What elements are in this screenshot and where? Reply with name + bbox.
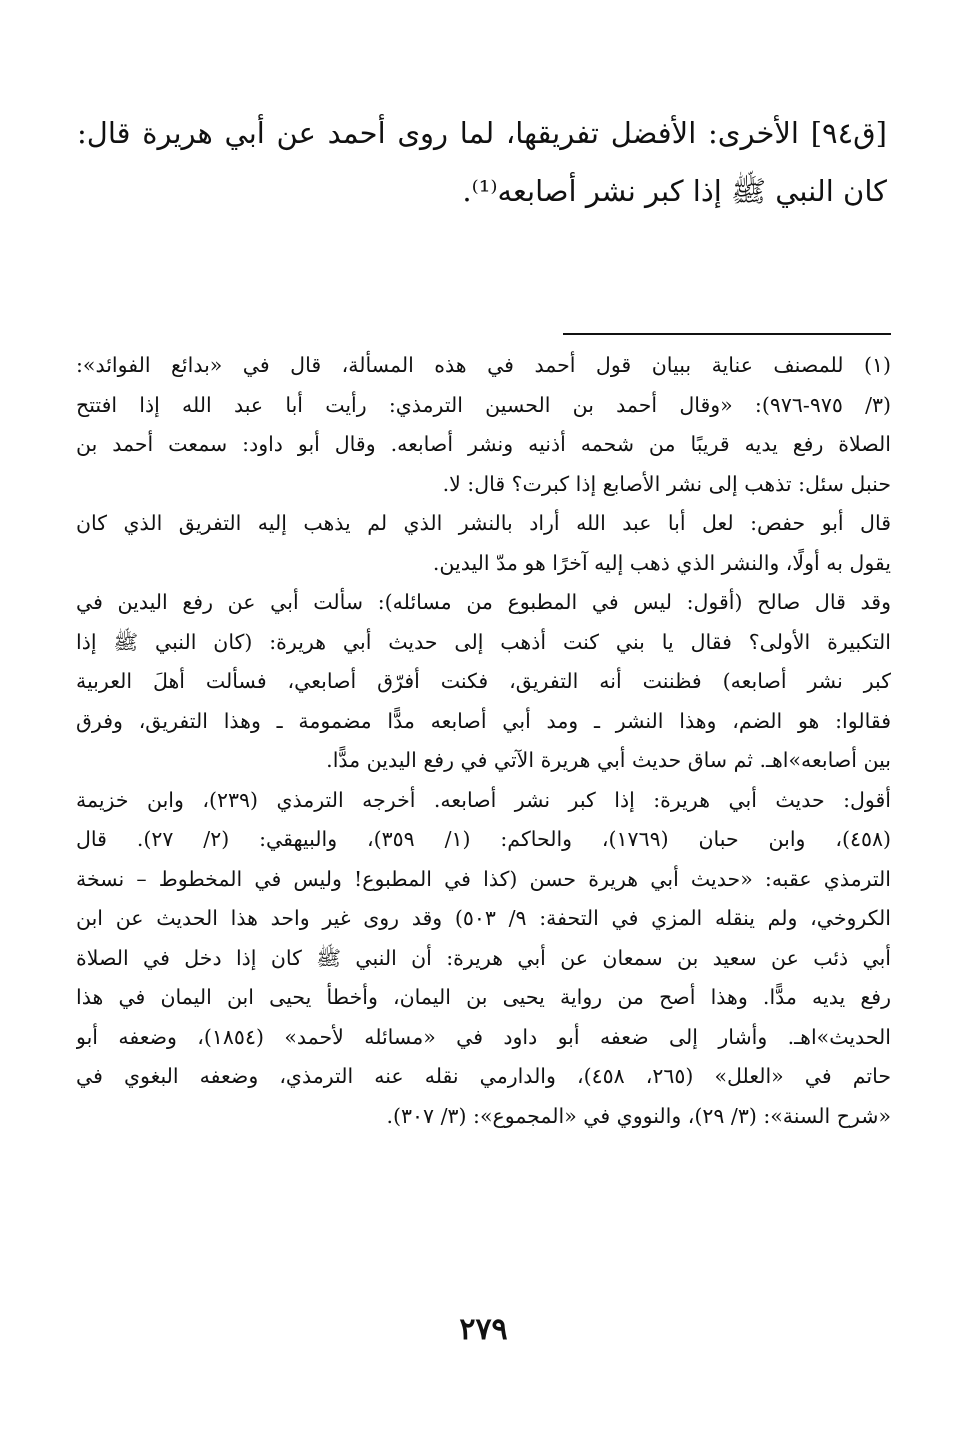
footnote-line: الصلاة رفع يديه قريبًا من شحمه أذنيه ونشر أصابعه. وقال أبو داود: سمعت أحمد بن [76,432,891,456]
footnote-line: فقالوا: هو الضم، وهذا النشر ـ ومد أبي أصابعه مدًّا مضمومة ـ وهذا التفريق، وفرق [76,708,891,733]
footnote-line: «شرح السنة»: (٣/ ٢٩)، والنووي في «المجموع»: (٣/ ٣٠٧). [386,1103,891,1128]
footnote-line: وقد قال صالح (أقول: ليس في المطبوع من مسائله): سألت أبي عن رفع اليدين في [76,590,891,614]
footnote-line: (١) للمصنف عناية ببيان قول أحمد في هذه المسألة، قال في «بدائع الفوائد»: [76,353,891,377]
main-text-line-2: النبي ﷺ إذا كبر نشر أصابعه⁽¹⁾. [462,174,834,208]
footnote-line: (٣/ ٩٧٥-٩٧٦): «وقال أحمد بن الحسين الترمذي: رأيت أبا عبد الله إذا افتتح [76,392,891,417]
footnote-line: الحديث»اهـ. وأشار إلى ضعفه أبو داود في «مسائله لأحمد» (١٨٥٤)، وضعفه أبو [76,1024,891,1049]
footnote-line: الكروخي، ولم ينقله المزي في التحفة: ٩/ ٥٠٣) وقد روى غير واحد هذا الحديث عن ابن [76,906,891,930]
footnote-line: كبر نشر أصابعه) فظننت أنه التفريق، فكنت أفرّق أصابعي، فسألت أهلَ العربية [76,669,891,693]
footnotes [76,346,891,1136]
footnote-line: بين أصابعه»اهـ. ثم ساق حديث أبي هريرة الآتي في رفع اليدين مدًّا. [326,748,891,772]
footnote-line: حنبل سئل: تذهب إلى نشر الأصابع إذا كبرت؟ قال: لا. [442,471,891,496]
footnote-line: يقول به أولًا، والنشر الذي ذهب إليه آخرًا هو مدّ اليدين. [432,550,891,575]
footnote-separator [563,333,891,335]
page-number: ٢٧٩ [459,1312,508,1347]
main-text-line-1: [ق٩٤] الأخرى: الأفضل تفريقها، لما روى أحمد عن أبي هريرة قال: كان [77,116,887,208]
footnote-line: أقول: حديث أبي هريرة: إذا كبر نشر أصابعه. أخرجه الترمذي (٢٣٩)، وابن خزيمة [76,787,891,812]
footnote-line: رفع يديه مدًّا. وهذا أصح من رواية يحيى بن اليمان، وأخطأ يحيى ابن اليمان في هذا [76,985,891,1009]
main-text [77,104,887,220]
footnote-line: الترمذي عقبه: «حديث أبي هريرة حسن (كذا في المطبوع! وليس في المخطوط – نسخة [76,866,891,891]
footnote-line: أبي ذئب عن سعيد بن سمعان عن أبي هريرة: أن النبي ﷺ كان إذا دخل في الصلاة [76,945,891,970]
footnote-line: التكبيرة الأولى؟ فقال يا بني كنت أذهب إلى حديث أبي هريرة: (كان النبي ﷺ إذا [76,629,891,654]
footnote-line: (٤٥٨)، وابن حبان (١٧٦٩)، والحاكم: (١/ ٣٥٩)، والبيهقي: (٢/ ٢٧). قال [76,827,891,851]
footnote-line: قال أبو حفص: لعل أبا عبد الله أراد بالنشر الذي لم يذهب إليه التفريق الذي كان [76,511,891,535]
footnote-line: حاتم في «العلل» (٢٦٥، ٤٥٨)، والدارمي نقله عنه الترمذي، وضعفه البغوي في [76,1064,891,1088]
